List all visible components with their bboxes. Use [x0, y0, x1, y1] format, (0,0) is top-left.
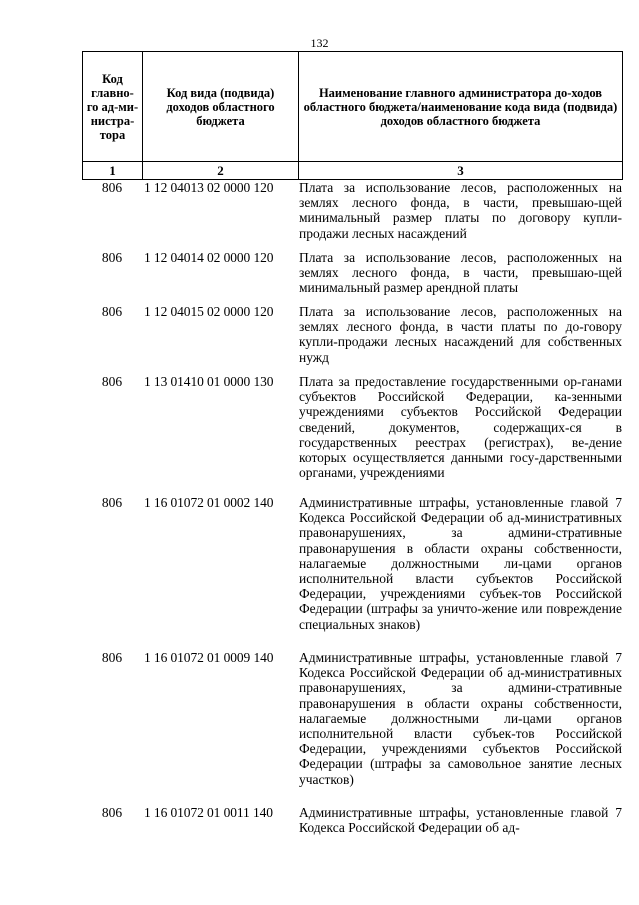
- income-name: Плата за использование лесов, расположенных на землях лесного фонда, в части платы по до-говору купли-продажи лесных насаждений для собственных нужд: [299, 304, 622, 365]
- table-row: [82, 304, 622, 374]
- table-body: [82, 180, 622, 841]
- income-code: 1 13 01410 01 0000 130: [144, 374, 274, 389]
- column-number-2: 2: [143, 162, 299, 180]
- income-name: Плата за использование лесов, расположенных на землях лесного фонда, в части, превышаю-щей минимальный размер арендной платы: [299, 250, 622, 296]
- header-admin-code: Код главно-го ад-ми-нистра-тора: [83, 52, 143, 162]
- table-header: [82, 51, 623, 180]
- column-number-1: 1: [83, 162, 143, 180]
- budget-codes-table: [82, 51, 622, 841]
- header-income-code: Код вида (подвида) доходов областного бюджета: [143, 52, 299, 162]
- income-name: Административные штрафы, установленные главой 7 Кодекса Российской Федерации об ад-министративных правонарушениях, за админи-стративные правонарушения в области охраны собственности, налагаемые должностными ли-цами органов исполнительной власти субъек-тов Российской Федерации, учреждениями субъектов Российской Федерации (штрафы за самовольное занятие лесных участков): [299, 650, 622, 787]
- table-row: [82, 495, 622, 650]
- income-name: Плата за предоставление государственными ор-ганами субъектов Российской Федерации, ка-зенными учреждениями субъектов Российской Федерации сведений, документов, содержащих-ся в государственных реестрах (регистрах), ве-дение которых осуществляется данными госу-дарственными органами, учреждениями: [299, 374, 622, 481]
- admin-code: 806: [101, 180, 123, 195]
- admin-code: 806: [101, 250, 123, 265]
- income-code: 1 12 04014 02 0000 120: [144, 250, 274, 265]
- income-name: Плата за использование лесов, расположенных на землях лесного фонда, в части, превышаю-щей минимальный размер платы по договору купли-продажи лесных насаждений: [299, 180, 622, 241]
- admin-code: 806: [101, 304, 123, 319]
- income-name: Административные штрафы, установленные главой 7 Кодекса Российской Федерации об ад-министративных правонарушениях, за админи-стративные правонарушения в области охраны собственности, налагаемые должностными ли-цами органов исполнительной власти субъектов Российской Федерации, учреждениями субъек-тов Российской Федерации (штрафы за уничто-жение или повреждение специальных знаков): [299, 495, 622, 632]
- income-code: 1 16 01072 01 0011 140: [144, 805, 273, 820]
- table-row: [82, 650, 622, 805]
- column-number-3: 3: [299, 162, 623, 180]
- page-number: 132: [310, 36, 329, 50]
- table-row: [82, 805, 622, 841]
- table-row: [82, 250, 622, 304]
- income-code: 1 16 01072 01 0002 140: [144, 495, 274, 510]
- admin-code: 806: [101, 650, 123, 665]
- table-row: [82, 374, 622, 495]
- admin-code: 806: [101, 495, 123, 510]
- table-row: [82, 180, 622, 250]
- income-code: 1 16 01072 01 0009 140: [144, 650, 274, 665]
- admin-code: 806: [101, 374, 123, 389]
- income-name: Административные штрафы, установленные главой 7 Кодекса Российской Федерации об ад-: [299, 805, 622, 836]
- income-code: 1 12 04015 02 0000 120: [144, 304, 274, 319]
- header-name: Наименование главного администратора до-ходов областного бюджета/наименование кода вида (подвида) доходов областного бюджета: [299, 52, 623, 162]
- admin-code: 806: [101, 805, 123, 820]
- income-code: 1 12 04013 02 0000 120: [144, 180, 274, 195]
